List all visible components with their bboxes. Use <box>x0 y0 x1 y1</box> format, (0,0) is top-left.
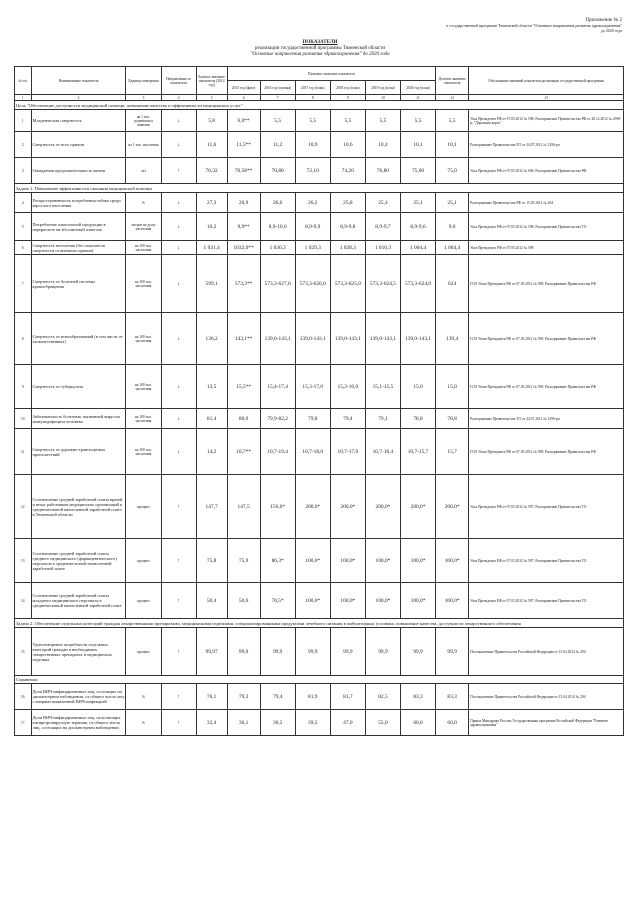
year-value: 10,7-18,0 <box>295 429 330 475</box>
target-value: 100,0* <box>436 583 469 619</box>
year-value: 10,7-19,4 <box>260 429 295 475</box>
base-value: 147,7 <box>196 475 227 539</box>
indicator-direction: ↑ <box>161 583 196 619</box>
year-value: 11,2 <box>260 132 295 158</box>
base-value: 11,6 <box>196 132 227 158</box>
indicator-name: Заболеваемость болезнью, вызванной вирусом иммунодефицита человека <box>31 409 126 429</box>
basis-text: Указ Президента РФ от 07.05.2012 № 598; Распоряжение Правительства ТО <box>469 213 624 241</box>
year-value: 25,4 <box>365 193 400 213</box>
header-num: № п/п <box>15 67 32 95</box>
year-value: 15,0 <box>400 365 435 409</box>
year-value: 79,4 <box>330 409 365 429</box>
year-value: 10,9 <box>295 132 330 158</box>
year-value: 100,0* <box>365 583 400 619</box>
indicator-unit: процент <box>126 475 161 539</box>
year-value: 76,80 <box>365 158 400 184</box>
indicator-direction: ↓ <box>161 110 196 132</box>
column-number: 7 <box>260 95 295 101</box>
year-value: 11,5** <box>227 132 260 158</box>
reference-heading: Справочно: <box>15 676 624 684</box>
table-row <box>15 158 624 184</box>
year-value: 10,1 <box>400 132 435 158</box>
header-year: 2019 год (план) <box>365 81 400 95</box>
year-value: 1 004,4 <box>400 241 435 255</box>
year-value: 79,3 <box>227 684 260 710</box>
task-1-heading: Задача 1. Повышение эффективности оказания медицинской помощи <box>15 184 624 193</box>
year-value: 79,1 <box>365 409 400 429</box>
task-1-heading-row <box>15 184 624 193</box>
target-value: 78,8 <box>436 409 469 429</box>
year-value: 47,0 <box>330 710 365 736</box>
year-value: 6,0** <box>227 110 260 132</box>
year-value: 10,4 <box>365 132 400 158</box>
table-row <box>15 539 624 583</box>
year-value: 139,0-143,1 <box>295 313 330 365</box>
year-value: 100,0* <box>400 539 435 583</box>
column-number: 10 <box>365 95 400 101</box>
indicator-direction: ↓ <box>161 313 196 365</box>
target-value: 624 <box>436 255 469 313</box>
indicator-direction: ↓ <box>161 409 196 429</box>
task-2-heading-row <box>15 619 624 628</box>
table-row <box>15 132 624 158</box>
indicator-direction: ↑ <box>161 539 196 583</box>
appendix-block <box>422 18 622 33</box>
table-row <box>15 583 624 619</box>
year-value: 100,0* <box>365 539 400 583</box>
table-row <box>15 241 624 255</box>
basis-text: Распоряжение Правительства РФ от 15.05.2014 № 294 <box>469 193 624 213</box>
year-value: 86,3* <box>260 539 295 583</box>
indicator-name: Смертность от всех причин <box>31 132 126 158</box>
indicator-direction: ↓ <box>161 213 196 241</box>
year-value: 99,9 <box>295 628 330 676</box>
indicator-direction: ↓ <box>161 241 196 255</box>
basis-text: Указ Президента РФ от 07.05.2012 № 598 <box>469 241 624 255</box>
year-value: 79,4 <box>260 684 295 710</box>
row-number: 10 <box>15 409 32 429</box>
indicator-unit: лет <box>126 158 161 184</box>
indicator-direction: ↑ <box>161 475 196 539</box>
goal-heading: Цель "Обеспечение доступности медицинской помощи, повышение качества и эффективности медицинских услуг" <box>15 101 624 110</box>
year-value: 573,3-627,0 <box>260 255 295 313</box>
row-number: 8 <box>15 313 32 365</box>
year-value: 573,3-626,0 <box>295 255 330 313</box>
column-number: 1 <box>15 95 32 101</box>
year-value: 79,8 <box>295 409 330 429</box>
row-number: 2 <box>15 132 32 158</box>
column-number: 2 <box>31 95 126 101</box>
year-value: 100,0* <box>400 583 435 619</box>
base-value: 27,3 <box>196 193 227 213</box>
indicator-name: Удовлетворение потребности отдельных категорий граждан в необходимых лекарственных препаратах и медицинских изделиях <box>31 628 126 676</box>
column-number: 11 <box>400 95 435 101</box>
basis-text: Указ Президента РФ от 07.05.2012 № 606; Распоряжение Правительства РФ <box>469 158 624 184</box>
indicator-unit: на 100 тыс. населения <box>126 429 161 475</box>
year-value: 80,0 <box>227 409 260 429</box>
year-value: 100,0* <box>330 583 365 619</box>
year-value: 75,00 <box>400 158 435 184</box>
year-value: 147,5 <box>227 475 260 539</box>
target-value: 10,1 <box>436 132 469 158</box>
year-value: 75,9 <box>227 539 260 583</box>
basis-text: Приказ Минздрава России; Государственная программа Российской Федерации "Развитие здравоохранения" <box>469 710 624 736</box>
year-value: 39,2 <box>295 710 330 736</box>
year-value: 25,1 <box>400 193 435 213</box>
column-number: 6 <box>227 95 260 101</box>
year-value: 573,3-624,0 <box>400 255 435 313</box>
indicator-name: Младенческая смертность <box>31 110 126 132</box>
row-number: 17 <box>15 710 32 736</box>
row-number: 3 <box>15 158 32 184</box>
year-value: 15,4-17,4 <box>260 365 295 409</box>
row-number: 4 <box>15 193 32 213</box>
year-value: 15,2-16,0 <box>330 365 365 409</box>
year-value: 81,9 <box>295 684 330 710</box>
column-number: 9 <box>330 95 365 101</box>
table-row <box>15 365 624 409</box>
basis-text: П.19 Указа Президента РФ от 07.05.2012 № 598; Распоряжение Правительства РФ <box>469 365 624 409</box>
table-row <box>15 628 624 676</box>
column-number: 8 <box>295 95 330 101</box>
row-number: 16 <box>15 684 32 710</box>
indicator-name: Доля ВИЧ-инфицированных лиц, состоящих на диспансерном наблюдении, от общего числа лиц с впервые выявленной ВИЧ-инфекцией <box>31 684 126 710</box>
indicator-name: Ожидаемая продолжительность жизни <box>31 158 126 184</box>
row-number: 9 <box>15 365 32 409</box>
year-value: 100,0* <box>295 539 330 583</box>
year-value: 25,8 <box>330 193 365 213</box>
indicator-name: Смертность населения (без показателя смертности от внешних причин) <box>31 241 126 255</box>
year-value: 10,7-16,4 <box>365 429 400 475</box>
title-block <box>0 40 640 58</box>
indicator-name: Потребление алкогольной продукции в перерасчете на абсолютный алкоголь <box>31 213 126 241</box>
indicator-name: Смертность от туберкулеза <box>31 365 126 409</box>
target-value: 25,1 <box>436 193 469 213</box>
year-value: 1 010,3 <box>365 241 400 255</box>
year-value: 200,0* <box>295 475 330 539</box>
indicator-unit: на 1 тыс. родившихся живыми <box>126 110 161 132</box>
year-value: 26,6 <box>260 193 295 213</box>
year-value: 8,9-10,0 <box>260 213 295 241</box>
target-value: 15,0 <box>436 365 469 409</box>
row-number: 15 <box>15 628 32 676</box>
base-value: 13,5 <box>196 365 227 409</box>
target-value: 75,0 <box>436 158 469 184</box>
year-value: 8,9-9,8 <box>330 213 365 241</box>
basis-text: Распоряжение Правительства ТО от 24.07.2012 № 1296-рп <box>469 409 624 429</box>
year-value: 8,9-9,6 <box>400 213 435 241</box>
table-row <box>15 710 624 736</box>
target-value: 5,5 <box>436 110 469 132</box>
table-row <box>15 684 624 710</box>
basis-text: Распоряжение Правительства ТО от 24.07.2012 № 1296-рп <box>469 132 624 158</box>
title-line-2: реализации государственной программы Тюменской области <box>254 46 386 51</box>
title-line-3: "Основные направления развития здравоохранения" до 2020 года <box>250 52 390 57</box>
header-unit: Единица измерения <box>126 67 161 95</box>
indicator-unit: на 100 тыс. населения <box>126 255 161 313</box>
indicator-unit: на 100 тыс. населения <box>126 241 161 255</box>
year-value: 99,0 <box>227 628 260 676</box>
row-number: 5 <box>15 213 32 241</box>
indicator-direction: ↓ <box>161 255 196 313</box>
base-value: 70,32 <box>196 158 227 184</box>
header-planned: Плановое значение показателя <box>227 67 436 81</box>
indicator-unit: процент <box>126 628 161 676</box>
indicator-direction: ↑ <box>161 628 196 676</box>
indicator-name: Смертность от болезней системы кровообращения <box>31 255 126 313</box>
year-value: 10,7-17,0 <box>330 429 365 475</box>
task-2-heading: Задача 2. Обеспечение отдельных категорий граждан лекарственными препаратами, медицинскими изделиями, специализированными продуктами лечебного питания в амбулаторных условиях, повышение качества, доступности лекарственного обеспечения <box>15 619 624 628</box>
indicator-unit: на 100 тыс. населения <box>126 409 161 429</box>
year-value: 60,0 <box>400 710 435 736</box>
target-value: 9,6 <box>436 213 469 241</box>
basis-text: Указ Президента РФ от 07.05.2012 № 598; Распоряжение Правительства РФ от 28.12.2012 № 2599-р; "Дорожная карта" <box>469 110 624 132</box>
year-value: 70,5* <box>260 583 295 619</box>
year-value: 5,5 <box>400 110 435 132</box>
row-number: 6 <box>15 241 32 255</box>
indicator-unit: на 1 тыс. населения <box>126 132 161 158</box>
table-row <box>15 475 624 539</box>
year-value: 36,1 <box>227 710 260 736</box>
base-value: 76,1 <box>196 684 227 710</box>
header-year: 2016 год (оценка) <box>260 81 295 95</box>
year-value: 139,0-143,1 <box>400 313 435 365</box>
year-value: 200,0* <box>365 475 400 539</box>
year-value: 8,9-9,9 <box>295 213 330 241</box>
row-number: 12 <box>15 475 32 539</box>
year-value: 9,9** <box>227 213 260 241</box>
year-value: 200,0* <box>400 475 435 539</box>
header-year: 2015 год (факт) <box>227 81 260 95</box>
year-value: 72,10 <box>295 158 330 184</box>
year-value: 99,9 <box>365 628 400 676</box>
indicator-direction: ↓ <box>161 429 196 475</box>
indicator-name: Доля ВИЧ-инфицированных лиц, получающих антиретровирусную терапию, от общего числа лиц, состоящих на диспансерном наблюдении <box>31 710 126 736</box>
row-number: 13 <box>15 539 32 583</box>
basis-text: Указ Президента РФ от 07.05.2012 № 597; Распоряжение Правительства ТО <box>469 583 624 619</box>
base-value: 99,97 <box>196 628 227 676</box>
table-row <box>15 429 624 475</box>
year-value: 156,6* <box>260 475 295 539</box>
indicator-direction: ↓ <box>161 193 196 213</box>
year-value: 10,6 <box>330 132 365 158</box>
year-value: 200,0* <box>330 475 365 539</box>
base-value: 75,8 <box>196 539 227 583</box>
appendix-label: Приложение № 2 <box>585 18 622 23</box>
year-value: 55,0 <box>365 710 400 736</box>
year-value: 99,9 <box>260 628 295 676</box>
table-row <box>15 255 624 313</box>
header-target: Целевое значение показателя <box>436 67 469 95</box>
year-value: 143,1** <box>227 313 260 365</box>
table-row <box>15 313 624 365</box>
year-value: 50,6 <box>227 583 260 619</box>
indicator-unit: % <box>126 193 161 213</box>
base-value: 50,4 <box>196 583 227 619</box>
year-value: 10,7-15,7 <box>400 429 435 475</box>
basis-text: Постановление Правительства Российской Федерации от 15.04.2014 № 294 <box>469 684 624 710</box>
year-value: 99,9 <box>400 628 435 676</box>
reference-heading-row <box>15 676 624 684</box>
base-value: 5,8 <box>196 110 227 132</box>
indicator-direction: ↑ <box>161 710 196 736</box>
year-value: 5,5 <box>365 110 400 132</box>
year-value: 8,9-9,7 <box>365 213 400 241</box>
base-value: 136,2 <box>196 313 227 365</box>
year-value: 78,8 <box>400 409 435 429</box>
indicator-unit: на 100 тыс. населения <box>126 313 161 365</box>
indicator-name: Соотношение средней заработной платы врачей и иных работников медицинских организаций к среднемесячной начисленной заработной плате в Тюменской области <box>31 475 126 539</box>
table-body <box>15 101 624 736</box>
year-value: 1 028,3 <box>330 241 365 255</box>
appendix-line-1: к государственной программе Тюменской области "Основные направления развития здравоохранения" <box>446 23 622 28</box>
header-basis: Обоснование значений показателя реализации государственной программы <box>469 67 624 95</box>
year-value: 1 030,3 <box>260 241 295 255</box>
year-value: 139,0-143,1 <box>260 313 295 365</box>
indicator-unit: процент <box>126 583 161 619</box>
base-value: 81,4 <box>196 409 227 429</box>
year-value: 100,0* <box>330 539 365 583</box>
target-value: 60,0 <box>436 710 469 736</box>
year-value: 70,58** <box>227 158 260 184</box>
column-number: 13 <box>469 95 624 101</box>
year-value: 573,3** <box>227 255 260 313</box>
year-value: 15,1-15,5 <box>365 365 400 409</box>
table-row <box>15 409 624 429</box>
base-value: 32,4 <box>196 710 227 736</box>
year-value: 5,5 <box>330 110 365 132</box>
base-value: 1 031,4 <box>196 241 227 255</box>
table-row <box>15 193 624 213</box>
indicator-direction: ↑ <box>161 684 196 710</box>
indicator-name: Смертность от дорожно-транспортных происшествий <box>31 429 126 475</box>
year-value: 573,3-624,5 <box>365 255 400 313</box>
indicator-name: Соотношение средней заработной платы младшего медицинского персонала к среднемесячной начисленной заработной плате <box>31 583 126 619</box>
target-value: 1 004,4 <box>436 241 469 255</box>
column-number: 3 <box>126 95 161 101</box>
column-number: 5 <box>196 95 227 101</box>
indicator-unit: % <box>126 710 161 736</box>
header-year: 2018 год (план) <box>330 81 365 95</box>
page-title: ПОКАЗАТЕЛИ <box>302 40 338 45</box>
target-value: 99,9 <box>436 628 469 676</box>
indicator-name: Соотношение средней заработной платы среднего медицинского (фармацевтического) персонала к среднемесячной начисленной заработной плате <box>31 539 126 583</box>
row-number: 1 <box>15 110 32 132</box>
year-value: 74,20 <box>330 158 365 184</box>
table-row <box>15 110 624 132</box>
row-number: 7 <box>15 255 32 313</box>
year-value: 139,0-143,1 <box>365 313 400 365</box>
indicator-direction: ↓ <box>161 365 196 409</box>
basis-text: П.19 Указа Президента РФ от 07.05.2012 № 598; Распоряжение Правительства РФ <box>469 255 624 313</box>
indicator-unit: на 100 тыс. населения <box>126 365 161 409</box>
row-number: 14 <box>15 583 32 619</box>
target-value: 100,0* <box>436 539 469 583</box>
year-value: 5,5 <box>295 110 330 132</box>
indicator-unit: % <box>126 684 161 710</box>
year-value: 83,3 <box>400 684 435 710</box>
year-value: 81,7 <box>330 684 365 710</box>
table-row <box>15 213 624 241</box>
year-value: 5,5 <box>260 110 295 132</box>
base-value: 10,2 <box>196 213 227 241</box>
indicator-unit: процент <box>126 539 161 583</box>
goal-heading-row <box>15 101 624 110</box>
basis-text: П.19 Указа Президента РФ от 07.05.2012 № 598; Распоряжение Правительства РФ <box>469 429 624 475</box>
target-value: 139,4 <box>436 313 469 365</box>
year-value: 15,5** <box>227 365 260 409</box>
column-number: 12 <box>436 95 469 101</box>
year-value: 70,80 <box>260 158 295 184</box>
base-value: 599,1 <box>196 255 227 313</box>
year-value: 573,3-625,0 <box>330 255 365 313</box>
year-value: 15,3-17,0 <box>295 365 330 409</box>
row-number: 11 <box>15 429 32 475</box>
basis-text: П.19 Указа Президента РФ от 07.05.2012 № 598; Распоряжение Правительства РФ <box>469 313 624 365</box>
basis-text: Постановление Правительства Российской Федерации от 15.04.2014 № 294 <box>469 628 624 676</box>
base-value: 14,2 <box>196 429 227 475</box>
indicator-name: Распространенность потребления табака среди взрослого населения <box>31 193 126 213</box>
year-value: 1032,0** <box>227 241 260 255</box>
appendix-line-2: до 2020 года <box>600 28 622 33</box>
target-value: 200,0* <box>436 475 469 539</box>
indicator-direction: ↑ <box>161 158 196 184</box>
header-year: 2020 год (план) <box>400 81 435 95</box>
indicator-direction: ↓ <box>161 132 196 158</box>
header-year: 2017 год (план) <box>295 81 330 95</box>
column-number: 4 <box>161 95 196 101</box>
year-value: 10,7** <box>227 429 260 475</box>
year-value: 99,9 <box>330 628 365 676</box>
year-value: 1 029,3 <box>295 241 330 255</box>
year-value: 26,2 <box>295 193 330 213</box>
indicator-unit: литров на душу населения <box>126 213 161 241</box>
header-base: Базовое значение показателя (2014 год) <box>196 67 227 95</box>
header-nature: Направленность показателя <box>161 67 196 95</box>
year-value: 139,0-143,1 <box>330 313 365 365</box>
year-value: 79,9-82,2 <box>260 409 295 429</box>
year-value: 36,2 <box>260 710 295 736</box>
year-value: 100,0* <box>295 583 330 619</box>
basis-text: Указ Президента РФ от 07.05.2012 № 597; Распоряжение Правительства ТО <box>469 539 624 583</box>
target-value: 83,3 <box>436 684 469 710</box>
target-value: 15,7 <box>436 429 469 475</box>
basis-text: Указ Президента РФ от 07.05.2012 № 597; Распоряжение Правительства ТО <box>469 475 624 539</box>
year-value: 26,9 <box>227 193 260 213</box>
year-value: 82,5 <box>365 684 400 710</box>
indicator-name: Смертность от новообразований (в том числе от злокачественных) <box>31 313 126 365</box>
header-name: Наименование показателя <box>31 67 126 95</box>
indicators-table <box>14 66 624 736</box>
